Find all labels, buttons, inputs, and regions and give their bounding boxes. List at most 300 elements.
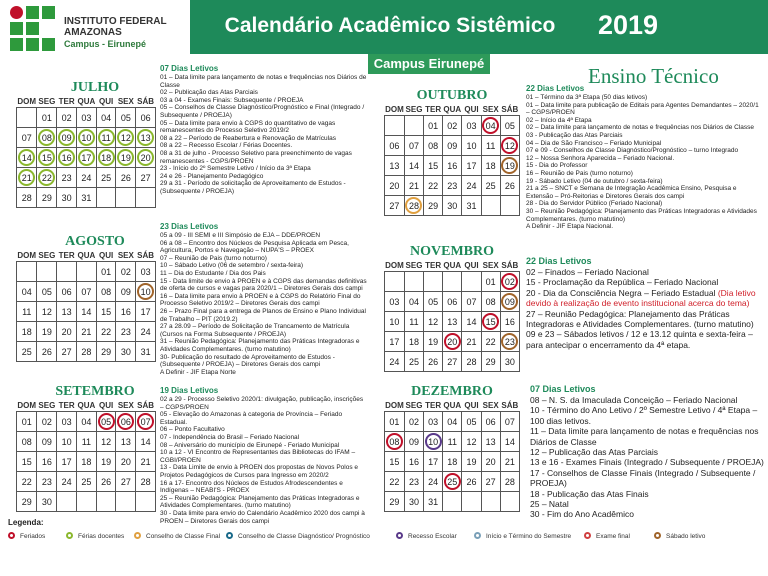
calendar-day: [57, 301, 77, 321]
weekday-header: TER: [425, 260, 442, 270]
calendar-day: [500, 195, 519, 215]
day-number: 12: [428, 316, 439, 327]
header-band: [190, 0, 768, 54]
calendar-day: [116, 261, 136, 281]
calendar-day: [481, 175, 500, 195]
calendar-day: [17, 301, 37, 321]
day-number: 16: [447, 160, 458, 171]
day-number: 04: [447, 416, 458, 427]
day-number: 09: [120, 286, 131, 297]
day-number: 03: [81, 112, 92, 123]
day-number: 05: [504, 120, 515, 131]
calendar-day: [17, 491, 37, 511]
weekday-header: SÁB: [501, 104, 519, 114]
day-number: 02: [447, 120, 458, 131]
day-number: 20: [444, 333, 461, 350]
month-title-agosto: AGOSTO: [65, 234, 125, 249]
logo-grid-icon: [10, 6, 58, 54]
legend-item: [134, 532, 220, 540]
calendar-day: [385, 155, 405, 175]
calendar-day: [136, 411, 156, 431]
day-number: 10: [78, 129, 95, 146]
weekday-header: SEX: [117, 400, 134, 410]
day-number: 17: [140, 306, 151, 317]
weekday-header: SEX: [482, 400, 499, 410]
weekday-header: DOM: [17, 250, 37, 260]
calendar-day: [385, 115, 405, 135]
calendar-day: [424, 311, 443, 331]
day-number: 30: [447, 200, 458, 211]
day-number: 14: [81, 306, 92, 317]
day-number: 21: [81, 326, 92, 337]
day-number: 02: [501, 273, 518, 290]
note-line: 02 – Data limite para lançamento de notas e frequências nos Diários de Classe: [526, 124, 754, 132]
note-line: 03 a 04 - Exames Finais: Subsequente / PROEJA: [160, 96, 304, 104]
notes-setembro-heading: 19 Dias Letivos: [160, 386, 219, 395]
weekday-header: TER: [425, 104, 442, 114]
day-number: 12: [117, 129, 134, 146]
day-number: 08: [485, 296, 496, 307]
calendar-day: [17, 321, 37, 341]
calendar-day: [57, 431, 77, 451]
day-number: 10: [466, 140, 477, 151]
day-number: 24: [389, 356, 400, 367]
day-number: 30: [61, 192, 72, 203]
calendar-day: [37, 451, 57, 471]
calendar-day: [76, 301, 96, 321]
day-number: 14: [504, 436, 515, 447]
note-line: 04 – Dia de São Francisco – Feriado Municipal: [526, 139, 662, 147]
day-number: 16: [41, 456, 52, 467]
calendar-day: [404, 491, 423, 511]
weekday-header: QUA: [77, 250, 96, 260]
day-number: 23: [501, 333, 518, 350]
calendar-day: [17, 147, 37, 167]
calendar-day: [136, 127, 156, 147]
day-number: 19: [117, 149, 134, 166]
calendar-day: [462, 351, 481, 371]
calendar-day: [385, 311, 405, 331]
note-line: 03 - Publicação das Atas Parciais: [526, 131, 623, 139]
legend-dot-icon: [654, 532, 661, 539]
day-number: 11: [409, 316, 419, 327]
note-line: 07 - Independência do Brasil – Feriado Nacional: [160, 433, 300, 441]
day-number: 04: [21, 286, 32, 297]
calendar-day: [424, 491, 443, 511]
weekday-header: SÁB: [137, 250, 155, 260]
legend-item: [226, 532, 370, 540]
day-number: 05: [428, 296, 439, 307]
note-line: 08 – Aniversário do município de Eirunepé - Feriado Municipal: [160, 441, 340, 449]
calendar-day: [76, 321, 96, 341]
note-line: 08 – N. S. da Imaculada Conceição – Feriado Nacional: [530, 395, 738, 405]
calendar-day: [76, 411, 96, 431]
day-number: 26: [466, 476, 477, 487]
calendar-day: [76, 261, 96, 281]
calendar-day: [116, 341, 136, 361]
legend-dot-icon: [584, 532, 591, 539]
day-number: 22: [38, 169, 55, 186]
day-number: 28: [21, 192, 32, 203]
day-number: 20: [389, 180, 400, 191]
day-number: 08: [21, 436, 32, 447]
note-line: 01 – Término da 3ª Etapa (50 dias letivos): [526, 94, 648, 101]
calendar-day: [76, 341, 96, 361]
calendar-day: [57, 471, 77, 491]
calendar-day: [462, 271, 481, 291]
calendar-day: [76, 431, 96, 451]
calendar-day: [385, 471, 405, 491]
calendar-day: [17, 281, 37, 301]
weekday-header: SÁB: [137, 96, 155, 106]
day-number: 30: [120, 346, 131, 357]
day-number: 22: [428, 180, 439, 191]
calendar-day: [136, 491, 156, 511]
weekday-header: QUA: [77, 400, 96, 410]
calendar-day: [500, 135, 519, 155]
day-number: 04: [408, 296, 419, 307]
note-line: 07 – Reunião de Pais (turno noturno): [160, 254, 267, 262]
weekday-header: TER: [58, 96, 75, 106]
day-number: 17: [61, 456, 72, 467]
day-number: 29: [41, 192, 52, 203]
day-number: 03: [61, 416, 72, 427]
day-number: 11: [98, 129, 115, 146]
calendar-day: [424, 431, 443, 451]
calendar-day: [404, 431, 423, 451]
calendar-day: [443, 451, 462, 471]
day-number: 13: [61, 306, 72, 317]
legend-item: [396, 532, 457, 540]
calendar-day: [443, 491, 462, 511]
calendar-day: [481, 271, 500, 291]
calendar-day: [96, 431, 116, 451]
note-line: 23 - Início do 2º Semestre Letivo / Início da 3ª Etapa: [160, 165, 311, 173]
calendar-day: [37, 431, 57, 451]
calendar-day: [116, 411, 136, 431]
calendar-day: [76, 281, 96, 301]
calendar-day: [443, 471, 462, 491]
weekday-header: QUA: [77, 96, 96, 106]
calendar-day: [500, 411, 519, 431]
note-line: A Definir - JIF Etapa Nacional.: [526, 223, 614, 231]
calendar-day: [443, 411, 462, 431]
day-number: 14: [466, 316, 477, 327]
note-line: 05 – Conselhos de Classe Diagnóstico/Prognóstico e Final (Integrado / Subsequente / PROEJA): [160, 104, 365, 119]
calendar-day: [116, 107, 136, 127]
day-number: 08: [38, 129, 55, 146]
calendar-day: [37, 147, 57, 167]
calendar-day: [385, 195, 405, 215]
day-number: 28: [466, 356, 477, 367]
weekday-header: QUI: [98, 250, 114, 260]
day-number: 27: [140, 172, 151, 183]
calendar-day: [424, 135, 443, 155]
calendar-day: [136, 301, 156, 321]
calendar-day: [37, 341, 57, 361]
calendar-day: [424, 115, 443, 135]
note-line: 28 - Dia do Servidor Público (Feriado Nacional): [526, 200, 663, 208]
calendar-day: [481, 351, 500, 371]
calendar-day: [96, 491, 116, 511]
note-line: 11 – Data limite para lançamento de notas e frequências nos Diários de Classe: [530, 426, 759, 447]
calendar-day: [116, 301, 136, 321]
day-number: 09: [501, 293, 518, 310]
notes-setembro: [160, 386, 368, 525]
calendar-day: [96, 147, 116, 167]
calendar-day: [404, 411, 423, 431]
calendar-day: [443, 431, 462, 451]
month-title-julho: JULHO: [70, 80, 120, 95]
day-number: 19: [466, 456, 477, 467]
weekday-header: TER: [58, 400, 75, 410]
calendar-day: [500, 351, 519, 371]
legend-title: Legenda:: [8, 518, 44, 527]
legend-label: Sábado letivo: [666, 533, 706, 540]
day-number: 03: [140, 266, 151, 277]
month-title-setembro: SETEMBRO: [55, 384, 135, 399]
calendar-day: [481, 491, 500, 511]
calendar-day: [37, 107, 57, 127]
calendar-day: [96, 167, 116, 187]
day-number: 22: [21, 476, 32, 487]
day-number: 25: [81, 476, 92, 487]
day-number: 03: [389, 296, 400, 307]
day-number: 27: [447, 356, 458, 367]
day-number: 05: [41, 286, 52, 297]
day-number: 29: [485, 356, 496, 367]
calendar-day: [57, 107, 77, 127]
day-number: 02: [41, 416, 52, 427]
calendar-day: [462, 471, 481, 491]
weekday-header: SEG: [405, 400, 423, 410]
day-number: 24: [140, 326, 151, 337]
note-line: 10 – Sábado Letivo (06 de setembro / sexta-feira): [160, 262, 304, 270]
notes-dezembro: [530, 384, 764, 520]
calendar-day: [76, 167, 96, 187]
day-number: 29: [428, 200, 439, 211]
calendar-day: [500, 271, 519, 291]
calendar-day: [481, 135, 500, 155]
calendar-day: [57, 321, 77, 341]
day-number: 15: [38, 149, 55, 166]
notes-novembro-line: 15 - Proclamação da República – Feriado Nacional: [526, 277, 719, 288]
calendar-day: [57, 167, 77, 187]
calendar-day: [481, 411, 500, 431]
calendar-day: [116, 127, 136, 147]
day-number: 23: [61, 172, 72, 183]
day-number: 12: [41, 306, 52, 317]
day-number: 26: [41, 346, 52, 357]
note-line: 18 - Publicação das Atas Finais: [530, 488, 649, 499]
calendar-day: [500, 331, 519, 351]
day-number: 17: [428, 456, 439, 467]
calendar-day: [37, 411, 57, 431]
day-number: 13: [120, 436, 131, 447]
day-number: 14: [140, 436, 151, 447]
legend-item: [474, 532, 571, 540]
day-number: 25: [408, 356, 419, 367]
day-number: 18: [408, 336, 419, 347]
logo-line-1: INSTITUTO FEDERAL: [64, 16, 167, 27]
calendar-day: [500, 311, 519, 331]
weekday-header: SEX: [482, 260, 499, 270]
day-number: 27: [61, 346, 72, 357]
calendar-day: [404, 471, 423, 491]
day-number: 11: [447, 436, 457, 447]
calendar-day: [481, 331, 500, 351]
calendar-day: [57, 281, 77, 301]
day-number: 13: [389, 160, 400, 171]
day-number: 28: [405, 197, 422, 214]
day-number: 29: [389, 496, 400, 507]
legend-item: [654, 532, 705, 540]
page-title: Calendário Acadêmico Sistêmico: [224, 14, 556, 37]
calendar-day: [443, 175, 462, 195]
calendar-day: [17, 431, 37, 451]
note-line: 25 – Reunião Pedagógica: Planejamento das Práticas Integradoras e Atividades Complementares. (turno matutino): [160, 494, 360, 510]
calendar-day: [462, 411, 481, 431]
notes-julho: [160, 64, 368, 230]
day-number: 19: [428, 336, 439, 347]
day-number: 23: [447, 180, 458, 191]
calendar-day: [404, 175, 423, 195]
day-number: 21: [140, 456, 151, 467]
note-line: 12 – Nossa Senhora Aparecida – Feriado Nacional.: [526, 154, 675, 162]
notes-dezembro-heading: 07 Dias Letivos: [530, 384, 596, 394]
legend-label: Férias docentes: [78, 533, 125, 540]
day-number: 06: [117, 413, 134, 430]
weekday-header: SÁB: [501, 400, 519, 410]
calendar-day: [424, 195, 443, 215]
note-line: 11 – Dia do Estudante / Dia dos Pais: [160, 269, 266, 277]
notes-novembro-line: [526, 288, 764, 309]
day-number: 06: [389, 140, 400, 151]
note-line: 06 – Ponto Facultativo: [160, 426, 225, 434]
calendar-day: [481, 195, 500, 215]
note-line: 15 - Dia do Professor: [526, 162, 588, 170]
calendar-day: [481, 291, 500, 311]
weekday-header: QUI: [464, 104, 479, 114]
day-number: 06: [485, 416, 496, 427]
calendar-day: [500, 155, 519, 175]
month-title-outubro: OUTUBRO: [416, 88, 488, 103]
note-line: 13 e 16 - Exames Finais (Integrado / Subsequente / PROEJA): [530, 457, 764, 468]
day-number: 16: [408, 456, 419, 467]
weekday-header: DOM: [17, 400, 37, 410]
calendar-day: [443, 291, 462, 311]
day-number: 02: [120, 266, 131, 277]
note-line: 31 – Reunião Pedagógica: Planejamento das Práticas Integradoras e Atividades Complementares. (turno matutino): [160, 338, 360, 353]
calendar-day: [57, 261, 77, 281]
legend-dot-icon: [66, 532, 73, 539]
calendar-day: [96, 261, 116, 281]
calendar-setembro: [16, 400, 156, 512]
notes-agosto-heading: 23 Dias Letivos: [160, 222, 219, 231]
legend: [4, 516, 764, 572]
note-line: 27 a 28.09 – Período de Solicitação de Trancamento de Matrícula (Cursos na Forma Subsequente / PROEJA): [160, 323, 350, 338]
legend-label: Início e Término do Semestre: [486, 533, 572, 540]
day-number: 08: [101, 286, 112, 297]
calendar-day: [37, 127, 57, 147]
weekday-header: SEX: [482, 104, 499, 114]
calendar-day: [443, 155, 462, 175]
calendar-day: [37, 491, 57, 511]
day-number: 25: [101, 172, 112, 183]
legend-item: [8, 532, 45, 540]
calendar-day: [116, 147, 136, 167]
weekday-header: SEX: [117, 250, 134, 260]
calendar-day: [57, 451, 77, 471]
day-number: 24: [81, 172, 92, 183]
weekday-header: QUI: [98, 400, 114, 410]
day-number: 12: [101, 436, 112, 447]
calendar-day: [462, 175, 481, 195]
calendar-day: [385, 451, 405, 471]
note-line: 08 a 22 – Período de Reabertura e Renovação de Matrículas: [160, 134, 336, 142]
calendar-day: [404, 331, 423, 351]
calendar-day: [57, 187, 77, 207]
calendar-day: [385, 331, 405, 351]
calendar-day: [385, 135, 405, 155]
calendar-day: [17, 261, 37, 281]
day-number: 17: [466, 160, 477, 171]
weekday-header: SEX: [117, 96, 134, 106]
calendar-day: [96, 187, 116, 207]
day-number: 20: [61, 326, 72, 337]
calendar-day: [136, 281, 156, 301]
calendar-day: [500, 491, 519, 511]
day-number: 23: [408, 476, 419, 487]
day-number: 25: [444, 473, 461, 490]
legend-label: Conselho de Classe Final: [146, 533, 221, 540]
calendar-day: [481, 311, 500, 331]
page-year: 2019: [598, 10, 659, 40]
notes-outubro: [526, 84, 764, 250]
day-number: 23: [120, 326, 131, 337]
legend-dot-icon: [474, 532, 481, 539]
notes-novembro-line-text: 20 - Dia da Consciência Negra – Feriado Estadual: [526, 287, 716, 298]
day-number: 06: [61, 286, 72, 297]
weekday-header: SEG: [405, 104, 423, 114]
note-line: 10 - Término do Ano Letivo / 2º Semestre Letivo / 4ª Etapa – 100 dias letivos.: [530, 405, 758, 426]
notes-outubro-heading: 22 Dias Letivos: [526, 84, 585, 93]
day-number: 21: [466, 336, 477, 347]
calendar-day: [404, 291, 423, 311]
calendar-day: [116, 321, 136, 341]
calendar-day: [136, 341, 156, 361]
day-number: 28: [81, 346, 92, 357]
note-line: 01 – Data limite para lançamento de notas e frequências nos Diários de Classe: [160, 74, 367, 89]
calendar-day: [404, 195, 423, 215]
note-line: 13 - Data Limite de envio à PROEN dos propostas de Novos Polos e Projetos Pedagógicos de Cursos para Ingresso em 2020/2: [160, 464, 358, 479]
day-number: 24: [466, 180, 477, 191]
calendar-day: [96, 127, 116, 147]
day-number: 31: [466, 200, 477, 211]
calendar-day: [17, 411, 37, 431]
day-number: 14: [18, 149, 35, 166]
day-number: 29: [21, 496, 32, 507]
calendar-day: [76, 491, 96, 511]
calendar-day: [443, 195, 462, 215]
day-number: 16: [504, 316, 515, 327]
note-line: 10 a 12 - VI Encontro de Representantes das Bibliotecas do IFAM – CGBI/PROEN: [160, 449, 356, 464]
note-line: 08 a 31 de julho - Processo Seletivo para preenchimento de vagas remanescentes - CGPS/PROEN: [160, 149, 352, 165]
calendar-dezembro: [384, 400, 520, 512]
calendar-day: [37, 281, 57, 301]
day-number: 11: [485, 140, 496, 151]
calendar-day: [96, 321, 116, 341]
